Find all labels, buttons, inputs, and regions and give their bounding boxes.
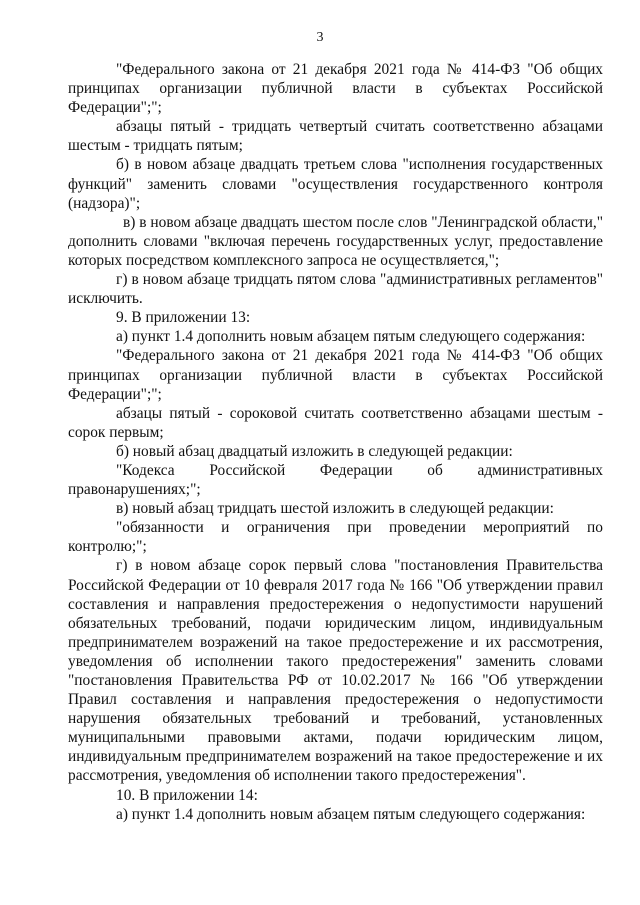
paragraph-item-g: г) в новом абзаце тридцать пятом слова "административных регламентов" исключить. <box>68 271 603 308</box>
paragraph-quote-obligations: "обязанности и ограничения при проведении мероприятий по контролю;"; <box>68 519 603 556</box>
paragraph-item-b: б) в новом абзаце двадцать третьем слова "исполнения государственных функций" заменить словами "осуществления государственного контроля (надзора)"; <box>68 156 603 212</box>
document-body <box>68 60 603 824</box>
page-number: 3 <box>316 30 324 45</box>
paragraph-renumber-34: абзацы пятый - тридцать четвертый считать соответственно абзацами шестым - тридцать пятым; <box>68 118 603 155</box>
paragraph-section-10: 10. В приложении 14: <box>116 786 258 804</box>
paragraph-item-a-13: а) пункт 1.4 дополнить новым абзацем пятым следующего содержания: <box>116 328 586 346</box>
paragraph-item-a-14: а) пункт 1.4 дополнить новым абзацем пятым следующего содержания: <box>116 805 586 823</box>
paragraph-item-g-13: г) в новом абзаце сорок первый слова "постановления Правительства Российской Федерации от 10 февраля 2017 года № 166 "Об утверждении правил составления и направления предостережения о недопустимости нарушений обязательных требований, подачи юридическим лицом, индивидуальным предпринимателем возражений на такое предостережение и их рассмотрения, уведомления об исполнении такого предостережения" заменить словами "постановления Правительства РФ от 10.02.2017 № 166 "Об утверждении Правил составления и направления предостережения о недопустимости нарушения обязательных требований и требований, установленных муниципальными правовыми актами, подачи юридическим лицом, индивидуальным предпринимателем возражений на такое предостережение и их рассмотрения, уведомления об исполнении такого предостережения". <box>68 557 603 785</box>
paragraph-quote-414fz-13: "Федерального закона от 21 декабря 2021 года № 414-ФЗ "Об общих принципах организации публичной власти в субъектах Российской Федерации";"; <box>68 347 603 403</box>
paragraph-item-b-13: б) новый абзац двадцатый изложить в следующей редакции: <box>116 442 513 460</box>
paragraph-item-v-13: в) новый абзац тридцать шестой изложить в следующей редакции: <box>116 500 554 518</box>
paragraph-quote-koap: "Кодекса Российской Федерации об административных правонарушениях;"; <box>68 461 603 499</box>
paragraph-renumber-40: абзацы пятый - сороковой считать соответственно абзацами шестым - сорок первым; <box>68 404 603 441</box>
paragraph-quote-414fz: "Федерального закона от 21 декабря 2021 года № 414-ФЗ "Об общих принципах организации публичной власти в субъектах Российской Федерации";"; <box>68 61 603 117</box>
paragraph-section-9: 9. В приложении 13: <box>116 309 251 327</box>
paragraph-item-v: в) в новом абзаце двадцать шестом после слов "Ленинградской области," дополнить словами "включая перечень государственных услуг, предоставление которых посредством комплексного запроса не осуществляется,"; <box>68 213 603 269</box>
